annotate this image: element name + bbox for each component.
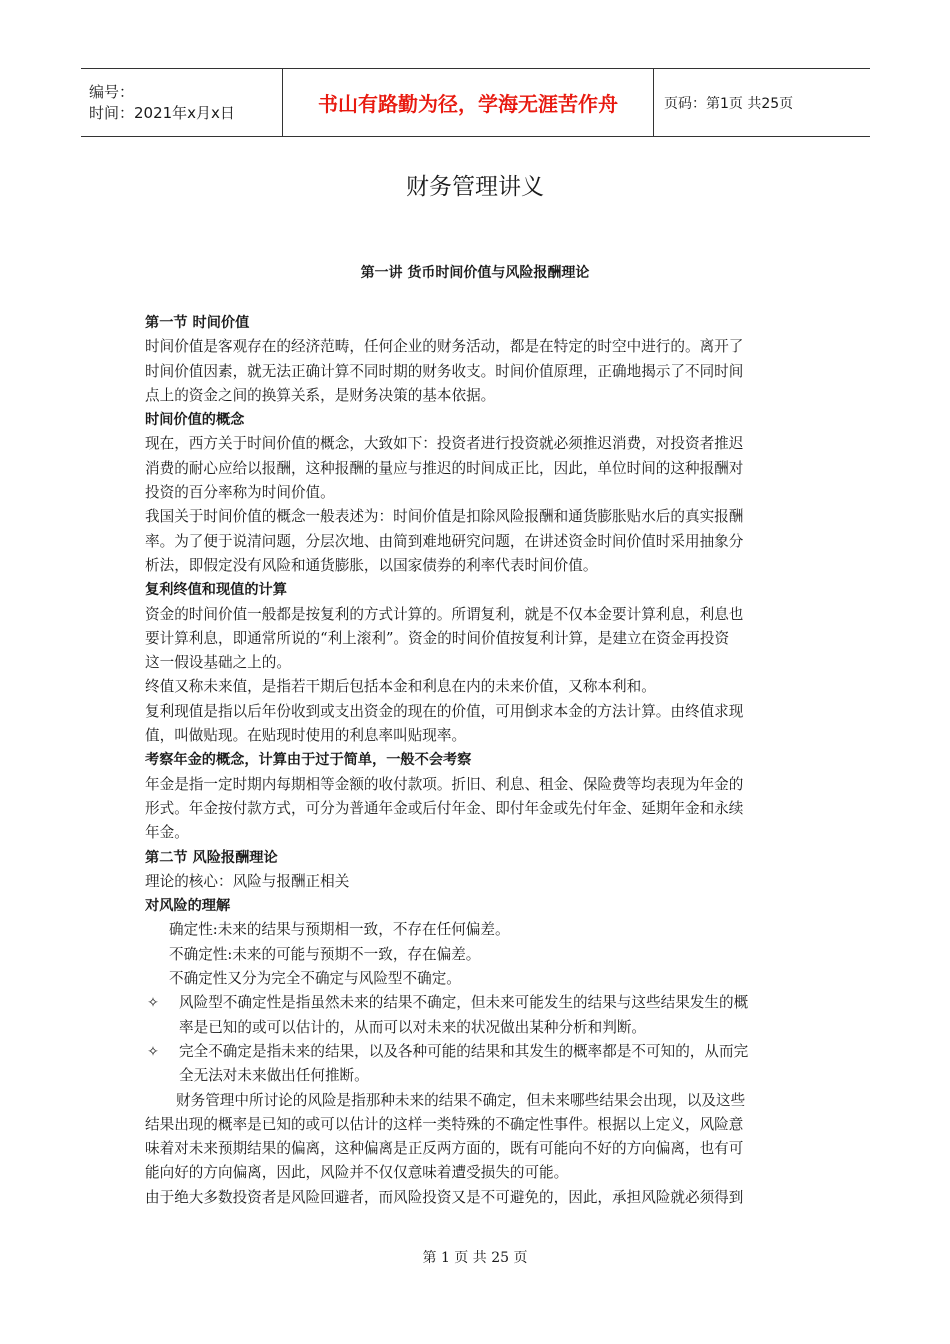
body-line — [145, 724, 811, 748]
line-text: 消费的耐心应给以报酬，这种报酬的量应与推迟的时间成正比，因此，单位时间的这种报酬对 — [145, 459, 744, 477]
header-number: 编号： — [89, 82, 135, 101]
body-line — [145, 967, 811, 991]
line-text: 这一假设基础之上的。 — [145, 654, 291, 672]
line-text: 现在，西方关于时间价值的概念，大致如下：投资者进行投资就必须推迟消费，对投资者推迟 — [145, 435, 744, 453]
line-text: 我国关于时间价值的概念一般表述为：时间价值是扣除风险报酬和通货膨胀贴水后的真实报酬 — [145, 508, 744, 526]
body-line — [145, 1016, 811, 1040]
line-text: 率是已知的或可以估计的，从而可以对未来的状况做出某种分析和判断。 — [179, 1018, 647, 1036]
section-heading — [145, 578, 811, 602]
bullet-diamond-icon: ✧ — [147, 1043, 159, 1060]
line-text: 年金。 — [145, 824, 189, 842]
line-text: 全无法对未来做出任何推断。 — [179, 1067, 369, 1085]
body-line — [145, 1064, 811, 1088]
body-line — [145, 554, 811, 578]
body-line — [145, 1186, 811, 1210]
section-heading — [145, 311, 811, 335]
body-line — [145, 360, 811, 384]
body-line — [145, 1089, 811, 1113]
header-date: 时间：2021年x月x日 — [89, 103, 235, 122]
body-line — [145, 1137, 811, 1161]
line-text: 确定性:未来的结果与预期相一致，不存在任何偏差。 — [169, 921, 510, 939]
line-text: 复利终值和现值的计算 — [145, 582, 287, 599]
lecture-title: 第一讲 货币时间价值与风险报酬理论 — [360, 265, 590, 281]
line-text: 率。为了便于说清问题，分层次地、由简到难地研究问题，在讲述资金时间价值时采用抽象分 — [145, 532, 744, 550]
page-footer: 第 1 页 共 25 页 — [422, 1250, 528, 1266]
body-line — [145, 505, 811, 529]
line-text: 味着对未来预期结果的偏离，这种偏离是正反两方面的，既有可能向不好的方向偏离，也有可 — [145, 1140, 744, 1158]
line-text: 财务管理中所讨论的风险是指那种未来的结果不确定，但未来哪些结果会出现，以及这些 — [176, 1091, 746, 1109]
section-heading — [145, 846, 811, 870]
line-text: 第二节 风险报酬理论 — [145, 849, 278, 866]
bullet-item — [145, 1040, 811, 1064]
body-line — [145, 1161, 811, 1185]
body-line — [145, 700, 811, 724]
body-line — [145, 675, 811, 699]
document-title: 财务管理讲义 — [406, 174, 544, 200]
body-line — [145, 773, 811, 797]
line-text: 时间价值因素，就无法正确计算不同时期的财务收支。时间价值原理，正确地揭示了不同时间 — [145, 362, 744, 380]
bullet-item — [145, 991, 811, 1015]
body-line — [145, 821, 811, 845]
line-text: 时间价值的概念 — [145, 412, 245, 429]
body-line — [145, 481, 811, 505]
line-text: 考察年金的概念，计算由于过于简单，一般不会考察 — [145, 752, 472, 769]
line-text: 结果出现的概率是已知的或可以估计的这样一类特殊的不确定性事件。根据以上定义，风险意 — [145, 1115, 744, 1133]
section-heading — [145, 408, 811, 432]
body-line — [145, 457, 811, 481]
line-text: 投资的百分率称为时间价值。 — [145, 484, 335, 502]
section-heading — [145, 748, 811, 772]
line-text: 时间价值是客观存在的经济范畴，任何企业的财务活动，都是在特定的时空中进行的。离开了 — [145, 338, 744, 356]
body-line — [145, 432, 811, 456]
document-header — [81, 68, 870, 137]
body-line — [145, 651, 811, 675]
body-line — [145, 797, 811, 821]
body-line — [145, 384, 811, 408]
line-text: 第一节 时间价值 — [145, 315, 250, 331]
line-text: 完全不确定是指未来的结果，以及各种可能的结果和其发生的概率都是不可知的，从而完 — [179, 1042, 749, 1060]
line-text: 不确定性又分为完全不确定与风险型不确定。 — [169, 970, 461, 988]
line-text: 终值又称未来值，是指若干期后包括本金和利息在内的未来价值，又称本利和。 — [145, 678, 656, 696]
body-line — [145, 603, 811, 627]
line-text: 对风险的理解 — [145, 898, 231, 915]
bullet-diamond-icon: ✧ — [147, 995, 159, 1012]
body-line — [145, 335, 811, 359]
body-line — [145, 1113, 811, 1137]
line-text: 点上的资金之间的换算关系，是财务决策的基本依据。 — [145, 386, 496, 404]
line-text: 要计算利息，即通常所说的“利上滚利”。资金的时间价值按复利计算，是建立在资金再投资 — [145, 629, 730, 647]
line-text: 资金的时间价值一般都是按复利的方式计算的。所谓复利，就是不仅本金要计算利息，利息也 — [145, 605, 744, 623]
line-text: 理论的核心：风险与报酬正相关 — [145, 872, 350, 890]
line-text: 析法，即假定没有风险和通货膨胀，以国家债券的利率代表时间价值。 — [145, 556, 598, 574]
body-line — [145, 627, 811, 651]
line-text: 复利现值是指以后年份收到或支出资金的现在的价值，可用倒求本金的方法计算。由终值求现 — [145, 702, 744, 720]
header-motto: 书山有路勤为径，学海无涯苦作舟 — [282, 69, 654, 136]
line-text: 年金是指一定时期内每期相等金额的收付款项。折旧、利息、租金、保险费等均表现为年金的 — [145, 775, 744, 793]
header-page-info: 页码：第1页 共25页 — [664, 95, 794, 112]
header-meta — [81, 69, 282, 136]
line-text: 形式。年金按付款方式，可分为普通年金或后付年金、即付年金或先付年金、延期年金和永续 — [145, 799, 744, 817]
body-line — [145, 943, 811, 967]
line-text: 值，叫做贴现。在贴现时使用的利息率叫贴现率。 — [145, 727, 467, 745]
line-text: 由于绝大多数投资者是风险回避者，而风险投资又是不可避免的，因此，承担风险就必须得到 — [145, 1188, 744, 1206]
section-heading — [145, 894, 811, 918]
body-line — [145, 918, 811, 942]
line-text: 不确定性:未来的可能与预期不一致，存在偏差。 — [169, 945, 481, 963]
line-text: 能向好的方向偏离，因此，风险并不仅仅意味着遭受损失的可能。 — [145, 1164, 569, 1182]
line-text: 风险型不确定性是指虽然未来的结果不确定，但未来可能发生的结果与这些结果发生的概 — [179, 994, 749, 1012]
body-line — [145, 870, 811, 894]
body-line — [145, 530, 811, 554]
document-body — [145, 311, 811, 1210]
